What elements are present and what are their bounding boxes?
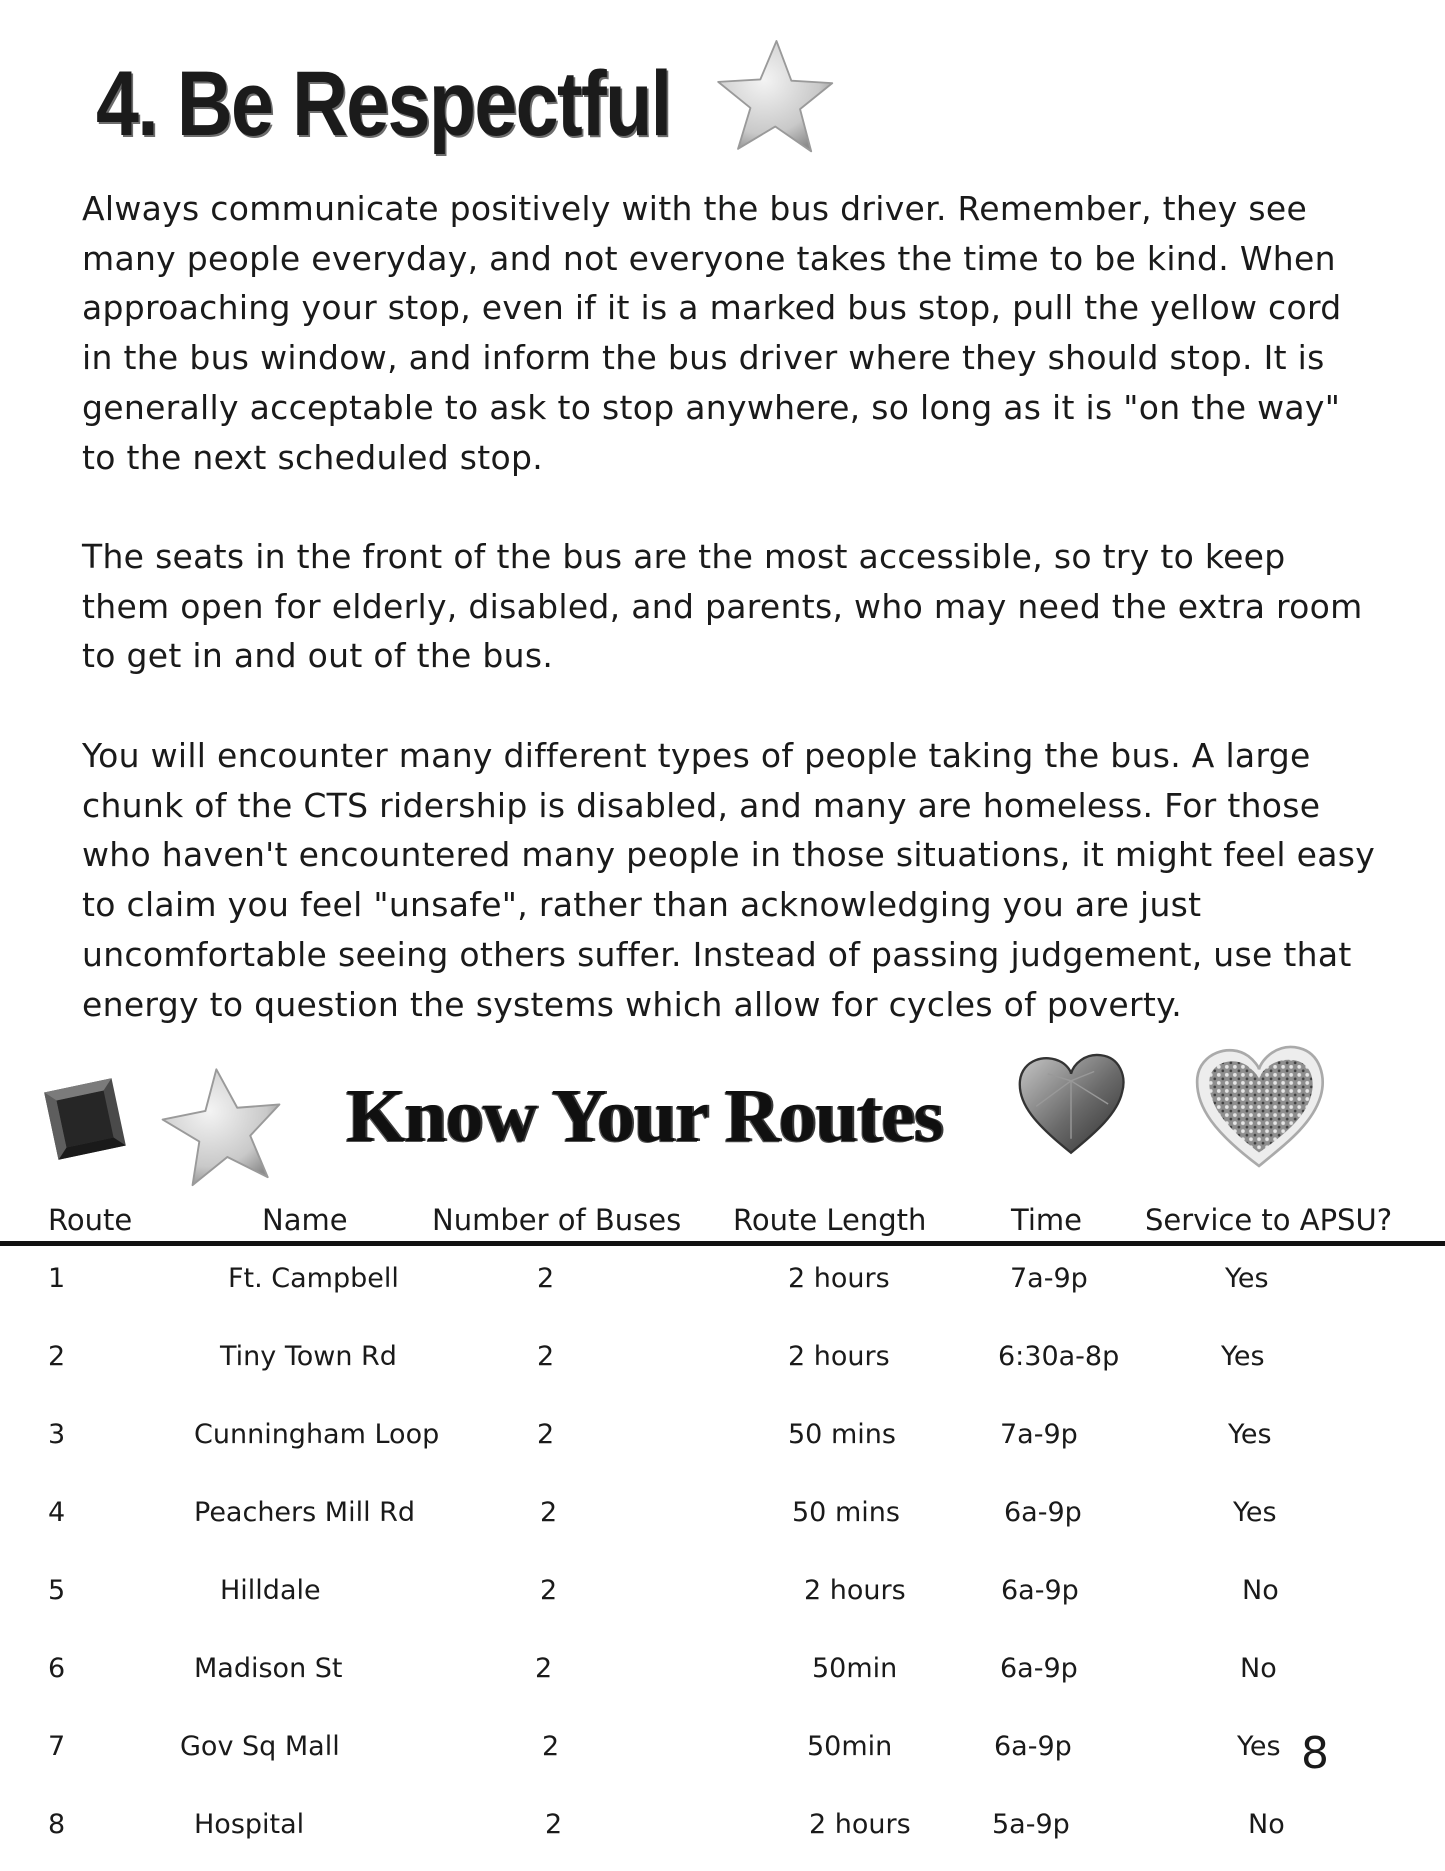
table-row (0, 1493, 1445, 1533)
cell-length: 2 hours (809, 1809, 911, 1840)
cell-service: Yes (1225, 1263, 1269, 1294)
cell-buses: 2 (545, 1809, 563, 1840)
cell-name: Gov Sq Mall (180, 1731, 340, 1762)
cell-length: 2 hours (788, 1263, 890, 1294)
cell-name: Hilldale (220, 1575, 321, 1606)
cell-length: 50 mins (792, 1497, 900, 1528)
cell-length: 50 mins (788, 1419, 896, 1450)
table-row (0, 1649, 1445, 1689)
cell-time: 5a-9p (992, 1809, 1070, 1840)
cell-length: 50min (812, 1653, 898, 1684)
cell-time: 6:30a-8p (998, 1341, 1120, 1372)
column-header-name: Name (262, 1203, 348, 1237)
cell-name: Ft. Campbell (228, 1263, 399, 1294)
cell-name: Hospital (194, 1809, 305, 1840)
cell-length: 50min (807, 1731, 893, 1762)
cell-route: 6 (48, 1653, 66, 1684)
cell-time: 6a-9p (994, 1731, 1072, 1762)
column-header-route: Route (48, 1203, 133, 1237)
header-divider (0, 1241, 1445, 1246)
cell-time: 6a-9p (1001, 1575, 1079, 1606)
star-icon (158, 1064, 286, 1192)
cell-time: 7a-9p (1010, 1263, 1088, 1294)
table-row (0, 1571, 1445, 1611)
column-header-time: Time (1011, 1203, 1082, 1237)
table-row (0, 1727, 1445, 1767)
cell-route: 7 (48, 1731, 66, 1762)
cell-service: No (1242, 1575, 1279, 1606)
cell-route: 2 (48, 1341, 66, 1372)
cell-route: 5 (48, 1575, 66, 1606)
cell-name: Cunningham Loop (194, 1419, 440, 1450)
star-icon (712, 36, 836, 160)
cell-service: Yes (1237, 1731, 1281, 1762)
cell-service: Yes (1233, 1497, 1277, 1528)
cell-name: Peachers Mill Rd (194, 1497, 416, 1528)
cell-route: 4 (48, 1497, 66, 1528)
cell-buses: 2 (535, 1653, 553, 1684)
heart-gem-icon (1013, 1046, 1129, 1162)
square-gem-icon (42, 1076, 128, 1162)
paragraph-driver: Always communicate positively with the bus driver. Remember, they see many people everyday, and not everyone takes the time to be kind. When approaching your stop, even if it is a marked bus stop, pull the yellow cord in the bus window, and inform the bus driver where they should stop. It is generally acceptable to ask to stop anywhere, so long as it is "on the way" to the next scheduled stop. (82, 189, 1342, 477)
paragraph-seats: The seats in the front of the bus are the most accessible, so try to keep them open for elderly, disabled, and parents, who may need the extra room to get in and out of the bus. (82, 537, 1363, 676)
cell-buses: 2 (540, 1575, 558, 1606)
table-row (0, 1259, 1445, 1299)
cell-route: 3 (48, 1419, 66, 1450)
cell-time: 7a-9p (1000, 1419, 1078, 1450)
cell-route: 8 (48, 1809, 66, 1840)
glitter-heart-icon (1192, 1040, 1326, 1174)
cell-buses: 2 (537, 1341, 555, 1372)
cell-buses: 2 (540, 1497, 558, 1528)
cell-buses: 2 (537, 1419, 555, 1450)
column-header-service: Service to APSU? (1145, 1203, 1393, 1237)
table-row (0, 1337, 1445, 1377)
cell-service: No (1248, 1809, 1285, 1840)
cell-time: 6a-9p (1004, 1497, 1082, 1528)
cell-name: Madison St (194, 1653, 343, 1684)
cell-time: 6a-9p (1000, 1653, 1078, 1684)
table-header (0, 1200, 1445, 1240)
cell-service: Yes (1221, 1341, 1265, 1372)
cell-route: 1 (48, 1263, 66, 1294)
cell-buses: 2 (537, 1263, 555, 1294)
paragraph-riders: You will encounter many different types of people taking the bus. A large chunk of the CTS ridership is disabled, and many are homeless. For those who haven't encountered many people in those situations, it might feel easy to claim you feel "unsafe", rather than acknowledging you are just uncomfortable seeing others suffer. Instead of passing judgement, use that energy to question the systems which allow for cycles of poverty. (82, 736, 1376, 1024)
page-number: 8 (1301, 1728, 1329, 1779)
column-header-length: Route Length (733, 1203, 927, 1237)
page-heading: 4. Be Respectful (96, 53, 671, 155)
cell-name: Tiny Town Rd (220, 1341, 397, 1372)
column-header-buses: Number of Buses (432, 1203, 682, 1237)
table-row (0, 1415, 1445, 1455)
cell-length: 2 hours (804, 1575, 906, 1606)
cell-length: 2 hours (788, 1341, 890, 1372)
routes-title: Know Your Routes (346, 1074, 943, 1158)
cell-service: Yes (1228, 1419, 1272, 1450)
cell-buses: 2 (542, 1731, 560, 1762)
cell-service: No (1240, 1653, 1277, 1684)
table-row (0, 1805, 1445, 1845)
